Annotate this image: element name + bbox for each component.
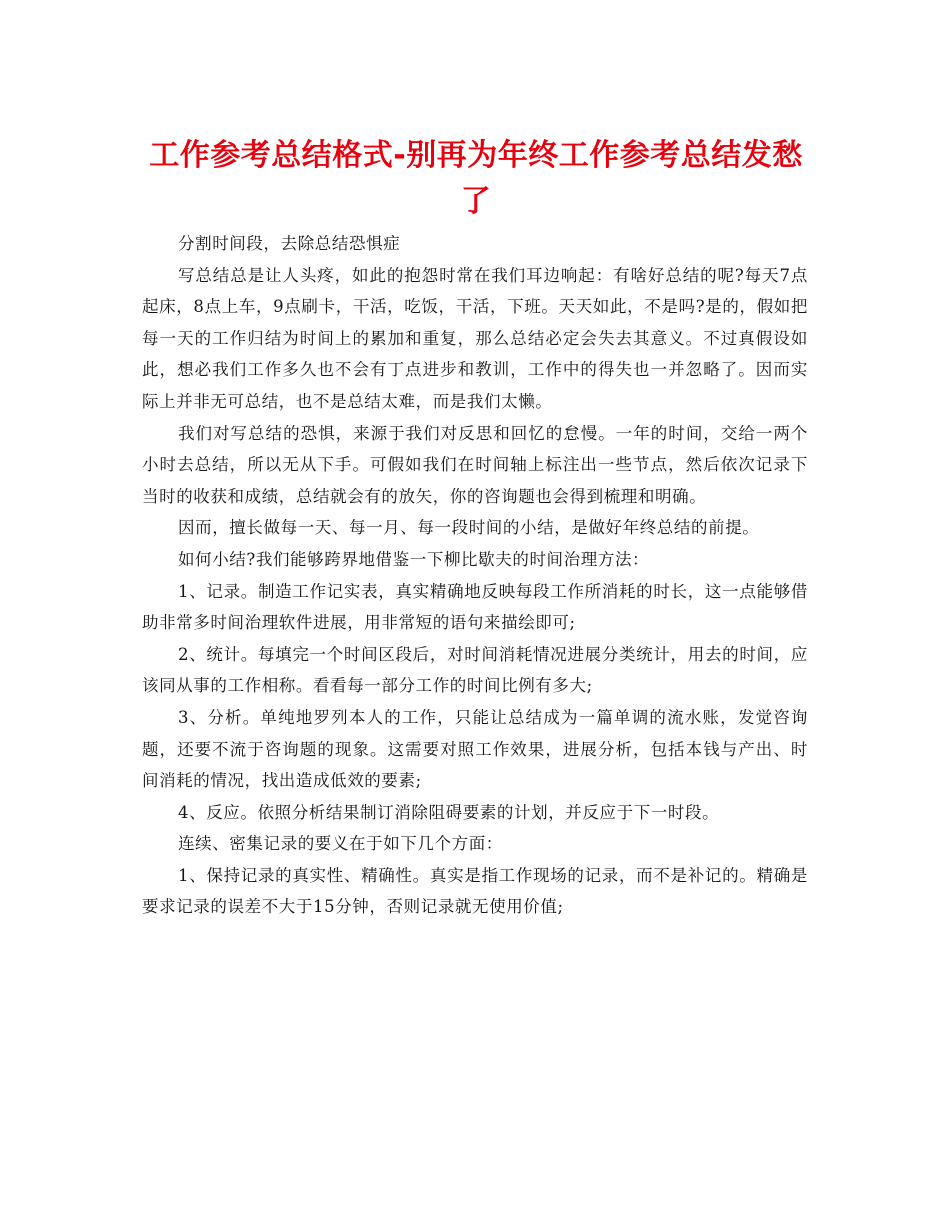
paragraph: 我们对写总结的恐惧，来源于我们对反思和回忆的怠慢。一年的时间，交给一两个小时去总结，所以无从下手。可假如我们在时间轴上标注出一些节点，然后依次记录下当时的收获和成绩，总结就会有的放矢，你的咨询题也会得到梳理和明确。 — [142, 423, 808, 506]
paragraph: 因而，擅长做每一天、每一月、每一段时间的小结，是做好年终总结的前提。 — [178, 518, 760, 538]
list-item: 3、分析。单纯地罗列本人的工作，只能让总结成为一篇单调的流水账，发觉咨询题，还要不流于咨询题的现象。这需要对照工作效果，进展分析，包括本钱与产出、时间消耗的情况，找出造成低效的要素; — [142, 707, 808, 791]
paragraph: 写总结总是让人头疼，如此的抱怨时常在我们耳边响起：有啥好总结的呢?每天7点起床，8点上车，9点刷卡，干活，吃饭，干活，下班。天天如此，不是吗?是的，假如把每一天的工作归结为时间上的累加和重复，那么总结必定会失去其意义。不过真假设如此，想必我们工作多久也不会有丁点进步和教训，工作中的得失也一并忽略了。因而实际上并非无可总结，也不是总结太难，而是我们太懒。 — [142, 265, 808, 411]
list-item: 4、反应。依照分析结果制订消除阻碍要素的计划，并反应于下一时段。 — [178, 802, 720, 822]
document-body — [142, 228, 808, 923]
list-item: 2、统计。每填完一个时间区段后，对时间消耗情况进展分类统计，用去的时间，应该同从事的工作相称。看看每一部分工作的时间比例有多大; — [142, 644, 808, 696]
list-item: 1、记录。制造工作记实表，真实精确地反映每段工作所消耗的时长，这一点能够借助非常多时间治理软件进展，用非常短的语句来描绘即可; — [142, 581, 808, 633]
document-title: 工作参考总结格式-别再为年终工作参考总结发愁了 — [149, 138, 803, 219]
section-heading: 分割时间段，去除总结恐惧症 — [178, 234, 401, 253]
list-item: 1、保持记录的真实性、精确性。真实是指工作现场的记录，而不是补记的。精确是要求记录的误差不大于15分钟，否则记录就无使用价值; — [142, 865, 808, 917]
paragraph: 连续、密集记录的要义在于如下几个方面： — [178, 834, 503, 854]
paragraph: 如何小结?我们能够跨界地借鉴一下柳比歇夫的时间治理方法： — [178, 549, 650, 569]
